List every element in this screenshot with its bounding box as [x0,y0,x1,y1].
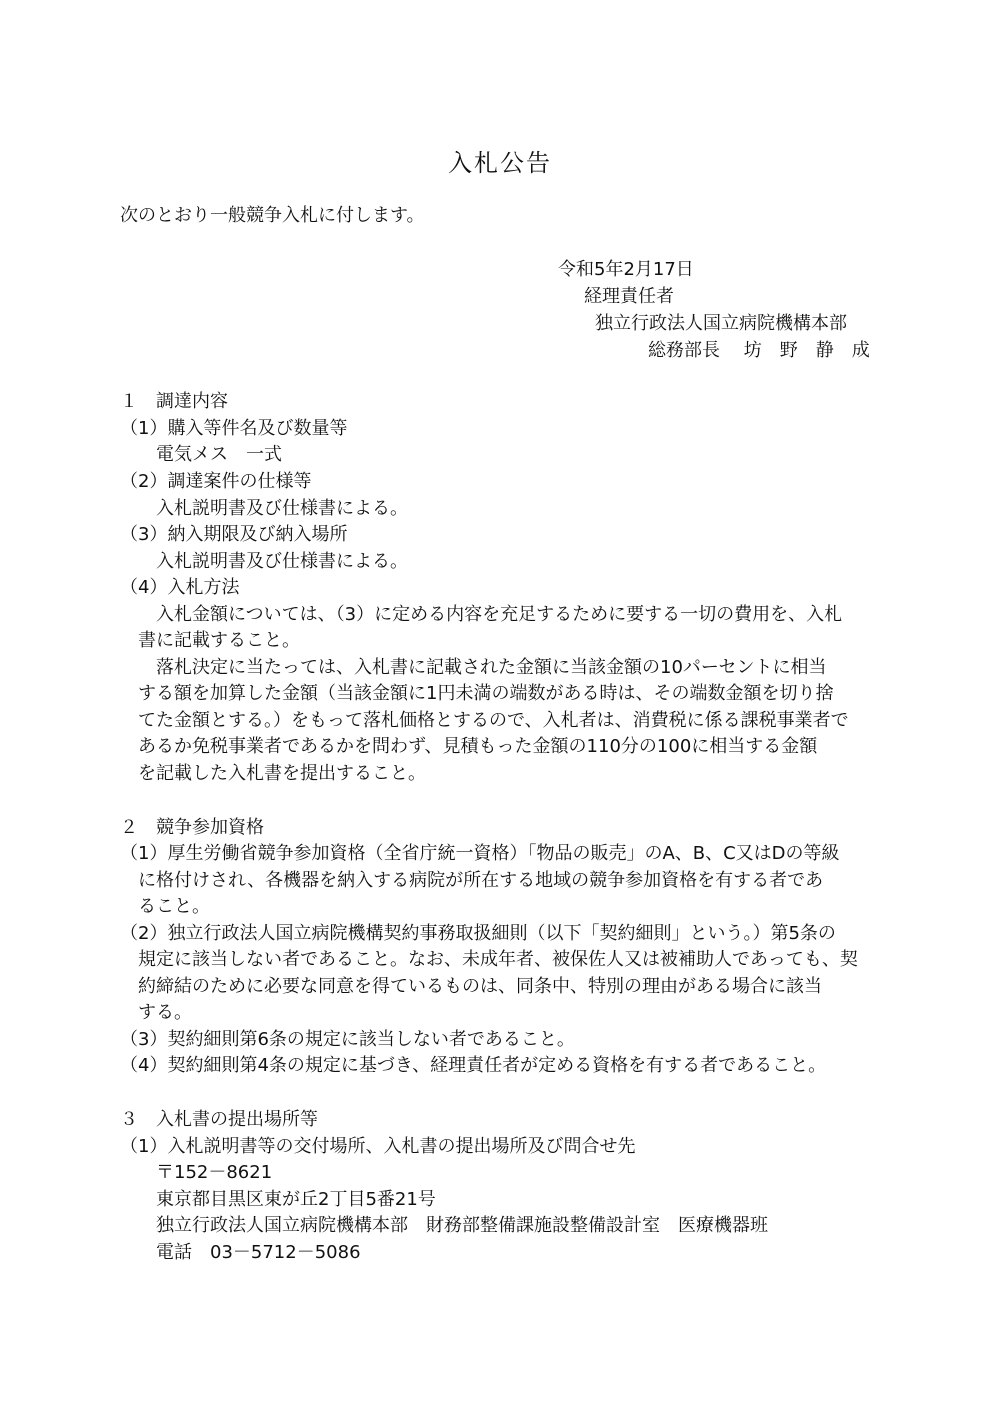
section-heading: ２ 競争参加資格 [120,817,264,838]
item-heading: （4）入札方法 [120,577,240,598]
phone-number: 電話 03－5712－5086 [120,1242,361,1263]
item-heading: （1）入札説明書等の交付場所、入札書の提出場所及び問合せ先 [120,1136,636,1157]
postal-code: 〒152－8621 [120,1162,273,1183]
signatory-name: 総務部長 坊 野 静 成 [648,340,870,361]
section-heading: １ 調達内容 [120,391,228,412]
body-text: 約締結のために必要な同意を得ているものは、同条中、特別の理由がある場合に該当 [120,976,822,997]
body-text: する。 [120,1002,192,1023]
announcement-date: 令和5年2月17日 [558,259,694,280]
body-text: てた金額とする。）をもって落札価格とするので、入札者は、消費税に係る課税事業者で [120,710,849,731]
item-heading: （2）独立行政法人国立病院機構契約事務取扱細則（以下「契約細則」という。）第5条の [120,923,836,944]
body-text: 入札説明書及び仕様書による。 [120,551,408,572]
item-heading: （4）契約細則第4条の規定に基づき、経理責任者が定める資格を有する者であること。 [120,1055,827,1076]
page-title: 入札公告 [448,149,552,177]
signatory-organization: 独立行政法人国立病院機構本部 [595,313,847,334]
body-text: 入札説明書及び仕様書による。 [120,498,408,519]
body-text: 書に記載すること。 [120,630,300,651]
body-text: ること。 [120,896,210,917]
body-text: 入札金額については、（3）に定める内容を充足するために要する一切の費用を、入札 [120,604,843,625]
body-text: 電気メス 一式 [120,444,282,465]
body-text: 落札決定に当たっては、入札書に記載された金額に当該金額の10パーセントに相当 [120,657,827,678]
address: 東京都目黒区東が丘2丁目5番21号 [120,1189,436,1210]
contact-department: 独立行政法人国立病院機構本部 財務部整備課施設整備設計室 医療機器班 [120,1215,768,1236]
body-text: する額を加算した金額（当該金額に1円未満の端数がある時は、その端数金額を切り捨 [120,683,834,704]
body-text: を記載した入札書を提出すること。 [120,763,426,784]
body-text: あるか免税事業者であるかを問わず、見積もった金額の110分の100に相当する金額 [120,736,818,757]
item-heading: （2）調達案件の仕様等 [120,471,312,492]
signatory-role: 経理責任者 [584,286,674,307]
item-heading: （3）納入期限及び納入場所 [120,524,348,545]
body-text: 規定に該当しない者であること。なお、未成年者、被保佐人又は被補助人であっても、契 [120,949,858,970]
body-text: に格付けされ、各機器を納入する病院が所在する地域の競争参加資格を有する者であ [120,870,824,891]
item-heading: （3）契約細則第6条の規定に該当しない者であること。 [120,1029,575,1050]
item-heading: （1）厚生労働省競争参加資格（全省庁統一資格）「物品の販売」のA、B、C又はDの等級 [120,843,840,864]
item-heading: （1）購入等件名及び数量等 [120,418,348,439]
intro-text: 次のとおり一般競争入札に付します。 [120,205,425,226]
section-heading: ３ 入札書の提出場所等 [120,1109,318,1130]
